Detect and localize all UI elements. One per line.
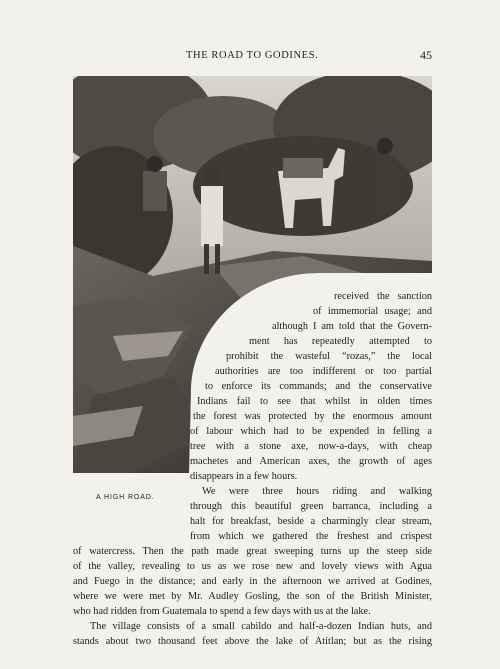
text-line: of immemorial usage; and	[313, 306, 432, 317]
text-line: machetes and American axes, the growth of ages	[190, 456, 432, 467]
text-line: and Fuego in the distance; and early in the afternoon we arrived at Godines,	[73, 576, 432, 587]
running-title: THE ROAD TO GODINES.	[186, 50, 319, 61]
text-line: We were three hours riding and walking	[202, 486, 432, 497]
text-line: tree with a stone axe, now-a-days, with cheap	[190, 441, 432, 452]
text-line: disappears in a few hours.	[190, 471, 298, 482]
text-line: halt for breakfast, beside a charmingly clear stream,	[190, 516, 432, 527]
text-line: the forest was protected by the enormous amount	[193, 411, 432, 422]
text-line: where we were met by Mr. Audley Gosling, the son of the British Minister,	[73, 591, 432, 602]
text-line: authorities are too indifferent or too partial	[215, 366, 432, 377]
text-line: of watercress. Then the path made great sweeping turns up the steep side	[73, 546, 432, 557]
text-line: prohibit the wasteful “rozas,” the local	[226, 351, 432, 362]
text-line: although I am told that the Govern-	[272, 321, 432, 332]
text-line: Indians fail to see that whilst in olden times	[197, 396, 432, 407]
text-line: received the sanction	[334, 291, 432, 302]
text-line: The village consists of a small cabildo and half-a-dozen Indian huts, and	[90, 621, 432, 632]
text-line: to enforce its commands; and the conservative	[205, 381, 432, 392]
text-line: through this beautiful green barranca, including a	[190, 501, 432, 512]
text-line: stands about two thousand feet above the lake of Atitlan; but as the rising	[73, 636, 432, 647]
text-line: ment has repeatedly attempted to	[249, 336, 432, 347]
page-number: 45	[420, 48, 432, 62]
text-line: of the valley, revealing to us as we rose new and lovely views with Agua	[73, 561, 432, 572]
figure-caption: A HIGH ROAD.	[96, 494, 155, 501]
text-line: who had ridden from Guatemala to spend a few days with us at the lake.	[73, 606, 371, 617]
text-line: from which we gathered the freshest and crispest	[190, 531, 432, 542]
text-line: of labour which had to be expended in felling a	[190, 426, 432, 437]
